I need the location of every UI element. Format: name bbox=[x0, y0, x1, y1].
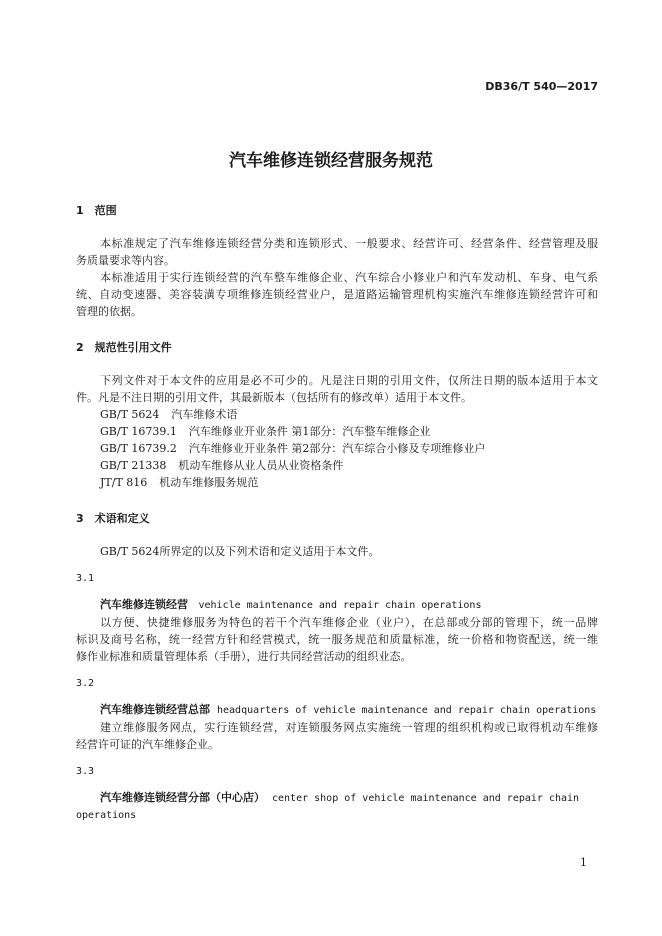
reference-title: 机动车维修服务规范 bbox=[159, 476, 259, 489]
term-zh: 汽车维修连锁经营总部 bbox=[100, 703, 210, 716]
section-1-heading: 1 范围 bbox=[76, 204, 117, 217]
paragraph-line: 件。凡是不注日期的引用文件，其最新版本（包括所有的修改单）适用于本文件。 bbox=[76, 391, 472, 404]
term-zh: 汽车维修连锁经营分部（中心店） bbox=[100, 791, 265, 804]
term-en-continued: operations bbox=[76, 810, 137, 821]
paragraph-line: 以方便、快捷维修服务为特色的若干个汽车维修企业（业户），在总部或分部的管理下，统一品牌 bbox=[100, 616, 598, 629]
term-number: 3.1 bbox=[76, 573, 95, 584]
term-en: vehicle maintenance and repair chain operations bbox=[198, 600, 482, 611]
page-number: 1 bbox=[580, 856, 587, 869]
paragraph-line: 建立维修服务网点，实行连锁经营，对连锁服务网点实施统一管理的组织机构或已取得机动车维修 bbox=[100, 721, 598, 734]
term-title bbox=[76, 701, 598, 719]
document-body bbox=[76, 202, 598, 824]
term-en: headquarters of vehicle maintenance and repair chain operations bbox=[217, 705, 597, 716]
paragraph-line: 本标准规定了汽车维修连锁经营分类和连锁形式、一般要求、经营许可、经营条件、经营管理及服 bbox=[100, 237, 598, 250]
paragraph-line: 修作业标准和质量管理体系（手册），进行共同经营活动的组织业态。 bbox=[76, 650, 412, 663]
term-zh: 汽车维修连锁经营 bbox=[100, 598, 188, 611]
term-title bbox=[76, 789, 598, 807]
paragraph-line: 本标准适用于实行连锁经营的汽车整车维修企业、汽车综合小修业户和汽车发动机、车身、电气系 bbox=[100, 271, 598, 284]
document-code: DB36/T 540—2017 bbox=[485, 80, 598, 93]
paragraph-line: 下列文件对于本文件的应用是必不可少的。凡是注日期的引用文件，仅所注日期的版本适用于本文 bbox=[100, 374, 598, 387]
reference-code: GB/T 16739.2 bbox=[100, 442, 177, 455]
reference-item bbox=[76, 457, 598, 474]
reference-code: GB/T 21338 bbox=[100, 459, 167, 472]
reference-title: 汽车维修业开业条件 第1部分：汽车整车维修企业 bbox=[188, 425, 431, 438]
reference-item bbox=[76, 406, 598, 423]
paragraph-line: 标识及商号名称，统一经营方针和经营模式，统一服务规范和质量标准，统一价格和物资配送，统一维 bbox=[76, 633, 598, 646]
reference-item bbox=[76, 440, 598, 457]
reference-title: 汽车维修业开业条件 第2部分：汽车综合小修及专项维修业户 bbox=[188, 442, 486, 455]
paragraph-line: 统、自动变速器、美容装潢专项维修连锁经营业户，是道路运输管理机构实施汽车维修连锁经营许可和 bbox=[76, 288, 598, 301]
section-3-heading: 3 术语和定义 bbox=[76, 512, 150, 525]
reference-title: 机动车维修从业人员从业资格条件 bbox=[178, 459, 344, 472]
term-number: 3.3 bbox=[76, 766, 95, 777]
paragraph-line: 管理的依据。 bbox=[76, 305, 142, 318]
reference-item bbox=[76, 474, 598, 491]
paragraph-line: 务质量要求等内容。 bbox=[76, 254, 175, 267]
term-title bbox=[76, 596, 598, 614]
paragraph-line: GB/T 5624所界定的以及下列术语和定义适用于本文件。 bbox=[100, 545, 380, 558]
reference-title: 汽车维修术语 bbox=[171, 408, 238, 421]
term-en: center shop of vehicle maintenance and repair chain bbox=[272, 793, 580, 804]
reference-code: GB/T 16739.1 bbox=[100, 425, 177, 438]
paragraph-line: 经营许可证的汽车维修企业。 bbox=[76, 738, 219, 751]
reference-item bbox=[76, 423, 598, 440]
page-title: 汽车维修连锁经营服务规范 bbox=[229, 151, 433, 171]
section-2-heading: 2 规范性引用文件 bbox=[76, 341, 172, 354]
reference-code: JT/T 816 bbox=[100, 476, 148, 489]
reference-code: GB/T 5624 bbox=[100, 408, 160, 421]
term-number: 3.2 bbox=[76, 678, 95, 689]
